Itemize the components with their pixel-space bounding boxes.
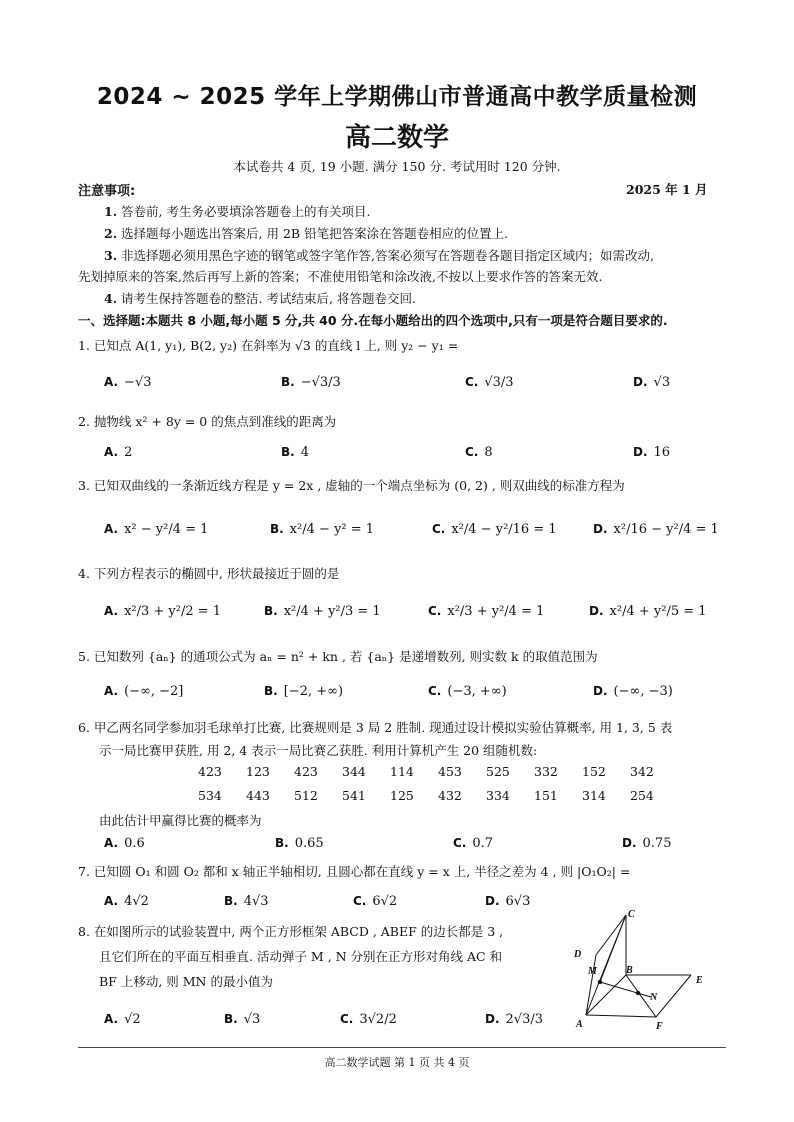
question-6-stem-cont: 示一局比赛甲获胜, 用 2, 4 表示一局比赛乙获胜. 利用计算机产生 20 组随机数: [99,743,538,758]
edge-d-c [596,915,626,955]
question-1-stem: 1. 已知点 A(1, y₁), B(2, y₂) 在斜率为 √3 的直线 l 上, 则 y₂ − y₁ = [78,338,459,353]
q4-option-a: A. x²/3 + y²/2 = 1 [104,604,222,619]
q8-option-d: D. 2√3/3 [485,1012,544,1027]
edge-e-f [656,975,691,1017]
notice-item: 2. 选择题每小题选出答案后, 用 2B 铅笔把答案涂在答题卷相应的位置上. [104,226,509,241]
q2-option-c: C. 8 [465,445,493,460]
notice-item: 4. 请考生保持答题卷的整洁. 考试结束后, 将答题卷交回. [104,291,416,306]
question-8-stem: 8. 在如图所示的试验装置中, 两个正方形框架 ABCD , ABEF 的边长都是 3 , [78,924,504,939]
label-d: D [574,949,582,960]
point-n [636,991,640,995]
random-numbers-row-1: 423 123 423 344 114 453 525 332 152 342 [198,764,654,779]
q1-option-c: C. √3/3 [465,375,514,390]
exam-intro: 本试卷共 4 页, 19 小题. 满分 150 分. 考试用时 120 分钟. [233,159,561,174]
q8-option-c: C. 3√2/2 [340,1012,397,1027]
exam-date: 2025 年 1 月 [626,182,708,197]
page-subtitle: 高二数学 [344,123,449,153]
q6-option-c: C. 0.7 [453,836,494,851]
question-3-stem: 3. 已知双曲线的一条渐近线方程是 y = 2x , 虚轴的一个端点坐标为 (0, 2) , 则双曲线的标准方程为 [78,478,625,493]
section-heading: 一、选择题:本题共 8 小题,每小题 5 分,共 40 分.在每小题给出的四个选项中,只有一项是符合题目要求的. [78,313,668,328]
q3-option-d: D. x²/16 − y²/4 = 1 [593,522,719,537]
label-b: B [626,965,633,976]
diag-a-c [600,915,626,982]
q7-option-a: A. 4√2 [104,894,149,909]
q4-option-b: B. x²/4 + y²/3 = 1 [264,604,381,619]
label-c: C [628,909,635,920]
q3-option-b: B. x²/4 − y² = 1 [270,522,375,537]
question-8-stem-cont: 且它们所在的平面互相垂直. 活动弹子 M , N 分别在正方形对角线 AC 和 [99,949,503,964]
q7-option-b: B. 4√3 [224,894,269,909]
q8-option-b: B. √3 [224,1012,261,1027]
q1-option-b: B. −√3/3 [281,375,341,390]
q5-option-d: D. (−∞, −3) [593,684,673,699]
q6-option-a: A. 0.6 [104,836,145,851]
q2-option-a: A. 2 [104,445,133,460]
segment-m-n [600,982,651,997]
random-numbers-row-2: 534 443 512 541 125 432 334 151 314 254 [198,788,654,803]
notice-item-continued: 先划掉原来的答案,然后再写上新的答案；不准使用铅笔和涂改液,不按以上要求作答的答案无效. [78,269,603,284]
label-e: E [696,975,703,986]
page-title: 2024 ~ 2025 学年上学期佛山市普通高中教学质量检测 [96,84,698,110]
point-m [598,980,602,984]
notice-item: 1. 答卷前, 考生务必要填涂答题卷上的有关项目. [104,204,371,219]
question-2-stem: 2. 抛物线 x² + 8y = 0 的焦点到准线的距离为 [78,414,337,429]
question-8-stem-end: BF 上移动, 则 MN 的最小值为 [99,974,273,989]
question-7-stem: 7. 已知圆 O₁ 和圆 O₂ 都和 x 轴正半轴相切, 且圆心都在直线 y = x 上, 半径之差为 4 , 则 |O₁O₂| = [78,864,631,879]
q5-option-a: A. (−∞, −2] [104,684,184,699]
q5-option-c: C. (−3, +∞) [428,684,507,699]
label-m: M [588,966,597,977]
notice-heading: 注意事项: [78,184,136,199]
question-4-stem: 4. 下列方程表示的椭圆中, 形状最接近于圆的是 [78,566,340,581]
label-n: N [650,992,658,1003]
page-footer: 高二数学试题 第 1 页 共 4 页 [324,1056,470,1069]
q2-option-d: D. 16 [633,445,671,460]
q7-option-d: D. 6√3 [485,894,531,909]
q1-option-d: D. √3 [633,375,671,390]
q7-option-c: C. 6√2 [353,894,398,909]
edge-a-f [586,1015,656,1017]
q8-figure [566,905,726,1035]
q3-option-a: A. x² − y²/4 = 1 [104,522,209,537]
q2-option-b: B. 4 [281,445,309,460]
label-f: F [656,1021,663,1032]
q1-option-a: A. −√3 [104,375,152,390]
label-a: A [576,1019,583,1030]
q4-option-d: D. x²/4 + y²/5 = 1 [589,604,707,619]
q6-option-d: D. 0.75 [622,836,672,851]
q4-option-c: C. x²/3 + y²/4 = 1 [428,604,545,619]
q8-option-a: A. √2 [104,1012,141,1027]
q3-option-c: C. x²/4 − y²/16 = 1 [432,522,557,537]
notice-item: 3. 非选择题必须用黑色字迹的钢笔或签字笔作答,答案必须写在答题卷各题目指定区域内；如需改动, [104,248,654,263]
question-6-stem: 6. 甲乙两名同学参加羽毛球单打比赛, 比赛规则是 3 局 2 胜制. 现通过设计模拟实验估算概率, 用 1, 3, 5 表 [78,720,673,735]
q5-option-b: B. [−2, +∞) [264,684,344,699]
footer-divider [78,1047,726,1048]
q6-option-b: B. 0.65 [275,836,324,851]
question-6-stem-end: 由此估计甲赢得比赛的概率为 [99,813,262,828]
question-5-stem: 5. 已知数列 {aₙ} 的通项公式为 aₙ = n² + kn , 若 {aₙ} 是递增数列, 则实数 k 的取值范围为 [78,649,598,664]
